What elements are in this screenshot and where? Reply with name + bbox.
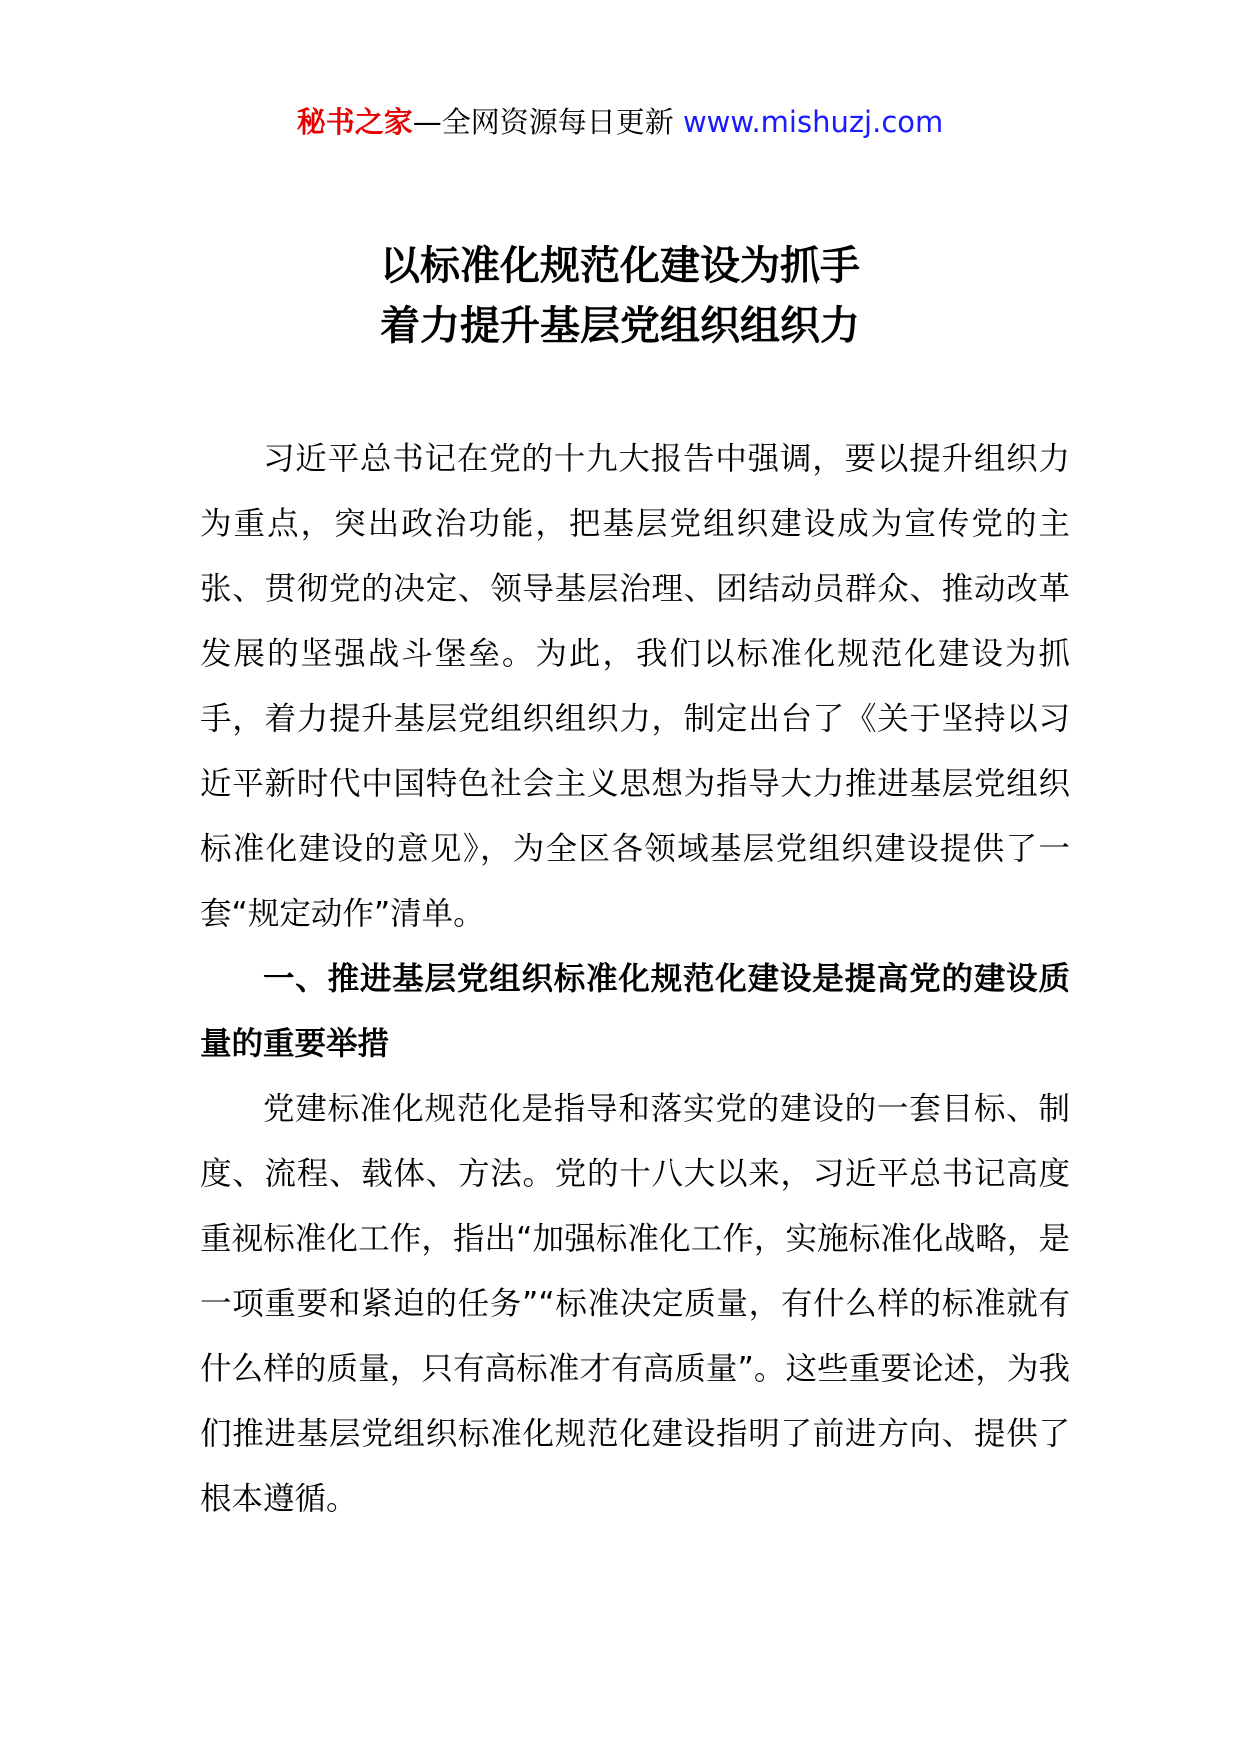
body-paragraph-1: 习近平总书记在党的十九大报告中强调，要以提升组织力为重点，突出政治功能，把基层党组织建设成为宣传党的主张、贯彻党的决定、领导基层治理、团结动员群众、推动改革发展的坚强战斗堡垒。为此，我们以标准化规范化建设为抓手，着力提升基层党组织组织力，制定出台了《关于坚持以习近平新时代中国特色社会主义思想为指导大力推进基层党组织标准化建设的意见》，为全区各领域基层党组织建设提供了一套“规定动作”清单。: [200, 441, 1070, 932]
header-tagline: —全网资源每日更新: [412, 105, 683, 139]
document-title: [0, 236, 1240, 356]
section-heading-1: 一、推进基层党组织标准化规范化建设是提高党的建设质量的重要举措: [200, 961, 1070, 1062]
website-link[interactable]: www.mishuzj.com: [682, 105, 944, 139]
title-line-1: 以标准化规范化建设为抓手: [380, 243, 860, 289]
title-line-2: 着力提升基层党组织组织力: [380, 303, 860, 349]
body-paragraph-2: 党建标准化规范化是指导和落实党的建设的一套目标、制度、流程、载体、方法。党的十八大以来，习近平总书记高度重视标准化工作，指出“加强标准化工作，实施标准化战略，是一项重要和紧迫的任务”“标准决定质量，有什么样的标准就有什么样的质量，只有高标准才有高质量”。这些重要论述，为我们推进基层党组织标准化规范化建设指明了前进方向、提供了根本遵循。: [200, 1091, 1070, 1517]
page-header: [0, 102, 1240, 142]
brand-name: 秘书之家: [296, 105, 413, 139]
document-body: [200, 427, 1070, 1532]
